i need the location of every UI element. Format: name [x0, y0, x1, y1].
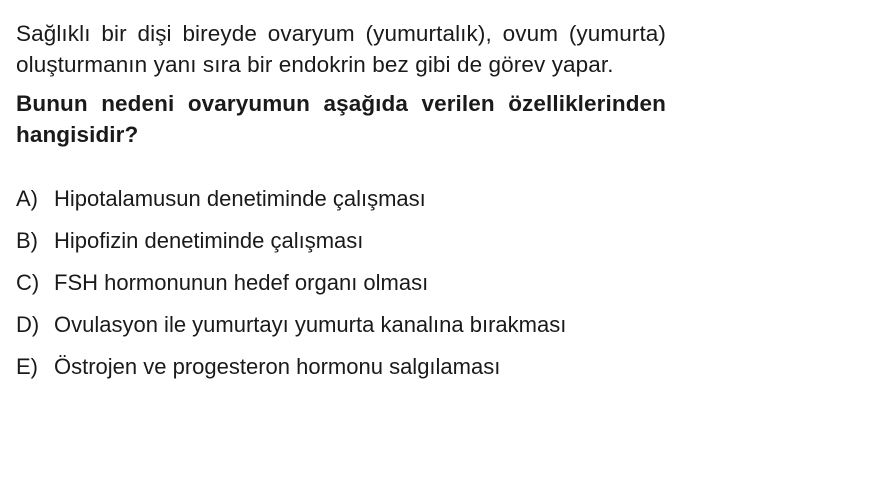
answer-option-d[interactable] — [16, 310, 865, 340]
option-letter: C) — [16, 270, 40, 295]
option-text: FSH hormonunun hedef organı olması — [54, 270, 429, 295]
question-stem: Sağlıklı bir dişi bireyde ovaryum (yumurtalık), ovum (yumurta) oluşturmanın yanı sıra bir endokrin bez gibi de görev yapar. — [16, 21, 666, 77]
question-prompt: Bunun nedeni ovaryumun aşağıda verilen özelliklerinden hangisidir? — [16, 91, 666, 147]
answer-option-a[interactable] — [16, 184, 865, 214]
option-text: Hipofizin denetiminde çalışması — [54, 228, 364, 253]
answer-options-list — [16, 184, 865, 382]
option-letter: B) — [16, 228, 38, 253]
option-text: Östrojen ve progesteron hormonu salgılaması — [54, 354, 501, 379]
answer-option-c[interactable] — [16, 268, 865, 298]
option-letter: A) — [16, 186, 38, 211]
option-letter: E) — [16, 354, 38, 379]
answer-option-b[interactable] — [16, 226, 865, 256]
option-text: Hipotalamusun denetiminde çalışması — [54, 186, 426, 211]
option-text: Ovulasyon ile yumurtayı yumurta kanalına bırakması — [54, 312, 567, 337]
option-letter: D) — [16, 312, 40, 337]
answer-option-e[interactable] — [16, 352, 865, 382]
